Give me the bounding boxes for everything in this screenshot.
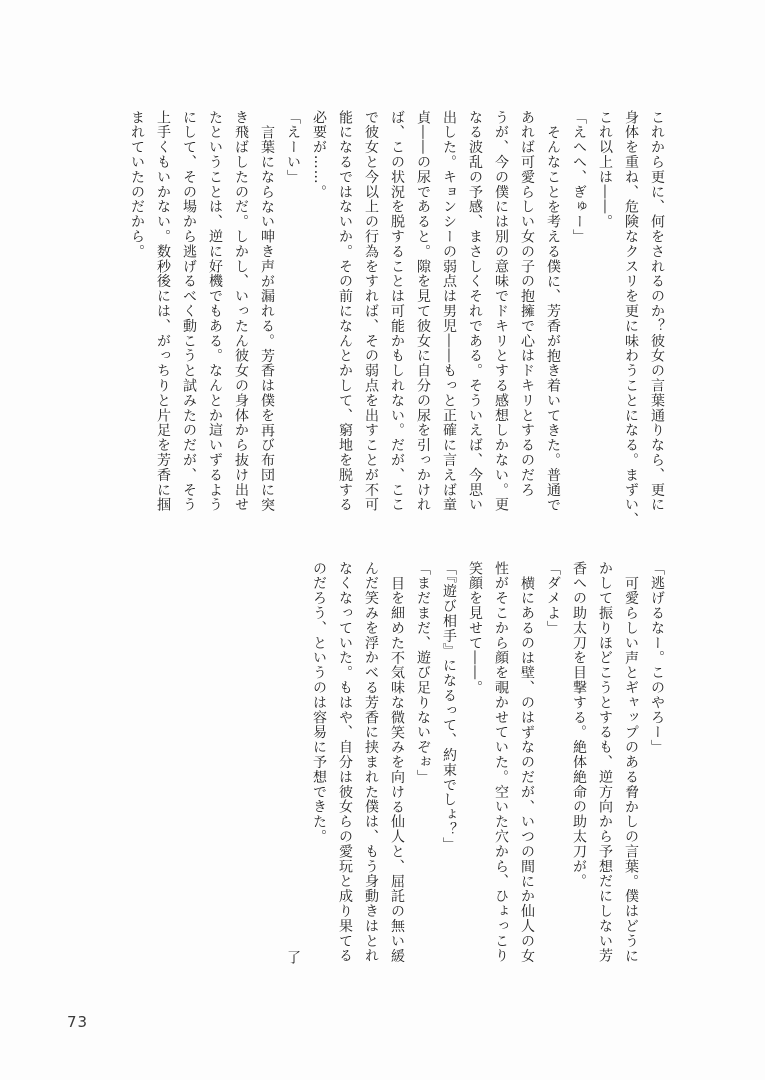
- text-line: 「まだまだ、遊び足りないぞぉ」: [415, 561, 431, 785]
- text-line: 笑顔を見せて――。: [467, 561, 483, 696]
- text-line: 貞――の尿であると。隙を見て彼女に自分の尿を引っかけれ: [415, 110, 431, 513]
- text-line: うが、今の僕には別の意味でドキリとする感想しかない。更: [493, 110, 509, 513]
- text-line: 上手くもいかない。数秒後には、がっちりと片足を芳香に掴: [155, 110, 171, 513]
- text-line: 「えーい」: [285, 110, 301, 185]
- text-line: 必要が……。: [311, 110, 327, 200]
- text-line: のだろう、というのは容易に予想できた。: [311, 561, 327, 845]
- text-line: 「ダメよ」: [545, 561, 561, 636]
- text-line: 出した。キョンシーの弱点は男児――もっと正確に言えば童: [441, 110, 457, 513]
- text-line: 「えへへ、ぎゅー」: [571, 110, 587, 245]
- text-line: 「『遊び相手』になるって、約束でしょ？」: [441, 561, 457, 852]
- text-line: かして振りほどこうとするも、逆方向から予想だにしない芳: [597, 561, 613, 964]
- upper-text-block: [123, 110, 670, 528]
- text-line: 身体を重ね、危険なクスリを更に味わうことになる。まずい、: [623, 110, 639, 528]
- text-line: 性がそこから顔を覗かせていた。空いた穴から、ひょっこり: [493, 561, 509, 964]
- text-line: 能になるではないか。その前になんとかして、窮地を脱する: [337, 110, 353, 513]
- page-number: 73: [67, 1013, 89, 1031]
- text-line: これから更に、何をされるのか？彼女の言葉通りなら、更に: [649, 110, 665, 513]
- text-line: き飛ばしたのだ。しかし、いったん彼女の身体から抜け出せ: [233, 110, 249, 513]
- text-line: ば、この状況を脱することは可能かもしれない。だが、ここ: [389, 110, 405, 513]
- text-line: 目を細めた不気味な微笑みを向ける仙人と、屈託の無い緩: [389, 576, 405, 964]
- text-line: なる波乱の予感、まさしくそれである。そういえば、今思い: [467, 110, 483, 513]
- text-line: 言葉にならない呻き声が漏れる。芳香は僕を再び布団に突: [259, 125, 275, 513]
- lower-text-block: [279, 561, 670, 965]
- text-line: まれていたのだから。: [129, 110, 145, 259]
- text-line: なくなっていた。もはや、自分は彼女らの愛玩と成り果てる: [337, 561, 353, 964]
- text-line: あれば可愛らしい女の子の抱擁で心はドキリとするのだろ: [519, 110, 535, 498]
- end-mark: 了: [285, 950, 301, 965]
- text-line: にして、その場から逃げるべく動こうと試みたのだが、そう: [181, 110, 197, 513]
- text-line: 可愛らしい声とギャップのある脅かしの言葉。僕はどうに: [623, 576, 639, 964]
- text-line: 「逃げるなー。このやろー」: [649, 561, 665, 755]
- text-line: これ以上は――。: [597, 110, 613, 230]
- text-line: 横にあるのは壁、のはずなのだが、いつの間にか仙人の女: [519, 576, 535, 964]
- text-line: んだ笑みを浮かべる芳香に挟まれた僕は、もう身動きはとれ: [363, 561, 379, 964]
- text-line: 香への助太刀を目撃する。絶体絶命の助太刀が。: [571, 561, 587, 889]
- text-line: で彼女と今以上の行為をすれば、その弱点を出すことが不可: [363, 110, 379, 513]
- text-line: そんなことを考える僕に、芳香が抱き着いてきた。普通で: [545, 125, 561, 513]
- text-line: たということは、逆に好機でもある。なんとか這いずるよう: [207, 110, 223, 513]
